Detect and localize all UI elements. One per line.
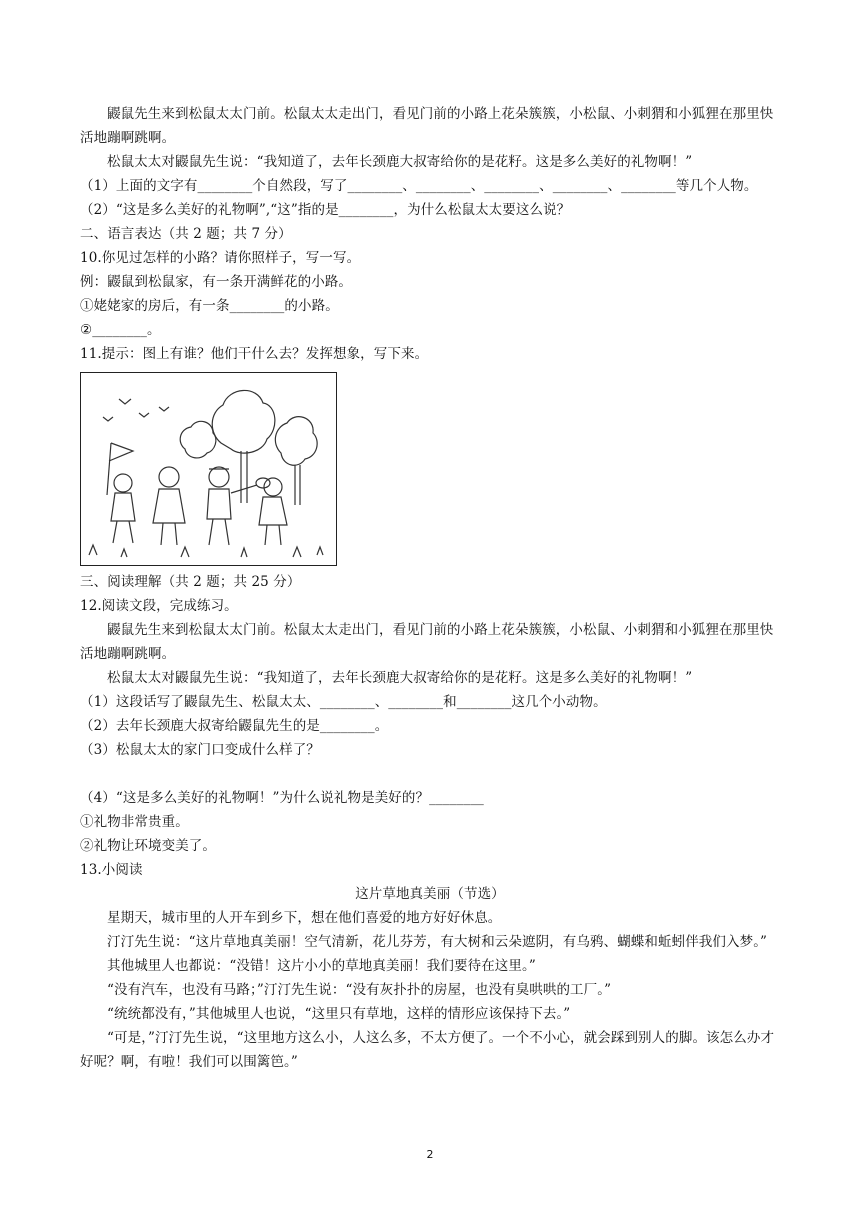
story-title: 这片草地真美丽（节选） bbox=[355, 886, 505, 902]
question-11-prompt: 11.提示：图上有谁？他们干什么去？发挥想象，写下来。 bbox=[80, 346, 429, 362]
question-9-1: （1）上面的文字有________个自然段，写了________、________、________、________、________等几个人物。 bbox=[80, 178, 758, 194]
tree-1-crown bbox=[212, 390, 275, 453]
children-outing-illustration bbox=[80, 372, 337, 566]
question-12-4: （4）“这是多么美好的礼物啊！”为什么说礼物是美好的？________ bbox=[80, 790, 484, 806]
flag bbox=[109, 443, 133, 461]
story-paragraph-5: “统统都没有，”其他城里人也说，“这里只有草地，这样的情形应该保持下去。” bbox=[107, 1006, 571, 1022]
tree-2-crown bbox=[275, 417, 317, 466]
page-content bbox=[80, 102, 780, 1074]
bird-4 bbox=[159, 407, 169, 411]
flag-pole bbox=[107, 443, 111, 495]
child-1-body bbox=[111, 493, 135, 521]
illustration-drawing bbox=[81, 373, 336, 565]
tree-2-trunk bbox=[295, 465, 300, 505]
question-12-paragraph-1: 鼹鼠先生来到松鼠太太门前。松鼠太太走出门，看见门前的小路上花朵簇簇，小松鼠、小刺猬和小狐狸在那里快活地蹦啊跳啊。 bbox=[80, 622, 774, 662]
page-number: 2 bbox=[426, 1148, 434, 1161]
question-12-3: （3）松鼠太太的家门口变成什么样了？ bbox=[80, 742, 320, 758]
child-3-body bbox=[207, 489, 231, 519]
bird-2 bbox=[139, 413, 149, 417]
grass bbox=[89, 545, 323, 557]
question-10-item-2: ②________。 bbox=[80, 322, 161, 338]
bird-3 bbox=[103, 417, 113, 421]
section-2-title: 二、语言表达（共 2 题；共 7 分） bbox=[80, 226, 292, 242]
tree-3-crown bbox=[180, 421, 216, 458]
story-paragraph-3: 其他城里人也都说：“没错！这片小小的草地真美丽！我们要待在这里。” bbox=[107, 958, 536, 974]
question-9-2: （2）“这是多么美好的礼物啊”,“这”指的是________，为什么松鼠太太要这么说？ bbox=[80, 202, 571, 218]
story-paragraph-1: 星期天，城市里的人开车到乡下，想在他们喜爱的地方好好休息。 bbox=[107, 910, 502, 926]
child-2-dress bbox=[153, 489, 185, 523]
question-12-2: （2）去年长颈鹿大叔寄给鼹鼠先生的是________。 bbox=[80, 718, 389, 734]
child-1-legs bbox=[113, 521, 133, 543]
child-4-legs bbox=[265, 525, 281, 545]
story-paragraph-6: “可是，”汀汀先生说，“这里地方这么小，人这么多，不太方便了。一个不小心，就会踩到别人的脚。该怎么办才好呢？啊，有啦！我们可以围篱笆。” bbox=[80, 1030, 775, 1070]
child-2-legs bbox=[161, 523, 177, 545]
bird-1 bbox=[119, 399, 131, 404]
question-10-item-1: ①姥姥家的房后，有一条________的小路。 bbox=[80, 298, 339, 314]
question-10-example: 例：鼹鼠到松鼠家，有一条开满鲜花的小路。 bbox=[80, 274, 352, 290]
story-paragraph-4: “没有汽车，也没有马路；”汀汀先生说：“没有灰扑扑的房屋，也没有臭哄哄的工厂。” bbox=[107, 982, 612, 998]
question-12-4-option-1: ①礼物非常贵重。 bbox=[80, 814, 189, 830]
child-2-head bbox=[159, 467, 179, 487]
story-paragraph-2: 汀汀先生说：“这片草地真美丽！空气清新，花儿芬芳，有大树和云朵遮阴，有乌鸦、蝴蝶和蚯蚓伴我们入梦。” bbox=[107, 934, 768, 950]
child-1-head bbox=[114, 474, 132, 492]
tree-1-trunk bbox=[241, 451, 247, 503]
question-12-paragraph-2: 松鼠太太对鼹鼠先生说：“我知道了，去年长颈鹿大叔寄给你的是花籽。这是多么美好的礼物啊！” bbox=[107, 670, 693, 686]
passage-a-paragraph-2: 松鼠太太对鼹鼠先生说：“我知道了，去年长颈鹿大叔寄给你的是花籽。这是多么美好的礼物啊！” bbox=[107, 154, 693, 170]
child-3-head bbox=[209, 467, 229, 487]
question-12-1: （1）这段话写了鼹鼠先生、松鼠太太、________、________和________这几个小动物。 bbox=[80, 694, 607, 710]
child-4-body bbox=[259, 497, 287, 525]
question-10-prompt: 10.你见过怎样的小路？请你照样子，写一写。 bbox=[80, 250, 361, 266]
question-12-prompt: 12.阅读文段，完成练习。 bbox=[80, 598, 238, 614]
question-12-4-option-2: ②礼物让环境变美了。 bbox=[80, 838, 216, 854]
passage-a-paragraph-1: 鼹鼠先生来到松鼠太太门前。松鼠太太走出门，看见门前的小路上花朵簇簇，小松鼠、小刺猬和小狐狸在那里快活地蹦啊跳啊。 bbox=[80, 106, 774, 146]
story-block bbox=[80, 882, 780, 1074]
section-3-title: 三、阅读理解（共 2 题；共 25 分） bbox=[80, 574, 301, 590]
question-13-prompt: 13.小阅读 bbox=[80, 862, 143, 878]
child-3-legs bbox=[209, 519, 229, 545]
child-3-net-handle bbox=[231, 485, 257, 493]
